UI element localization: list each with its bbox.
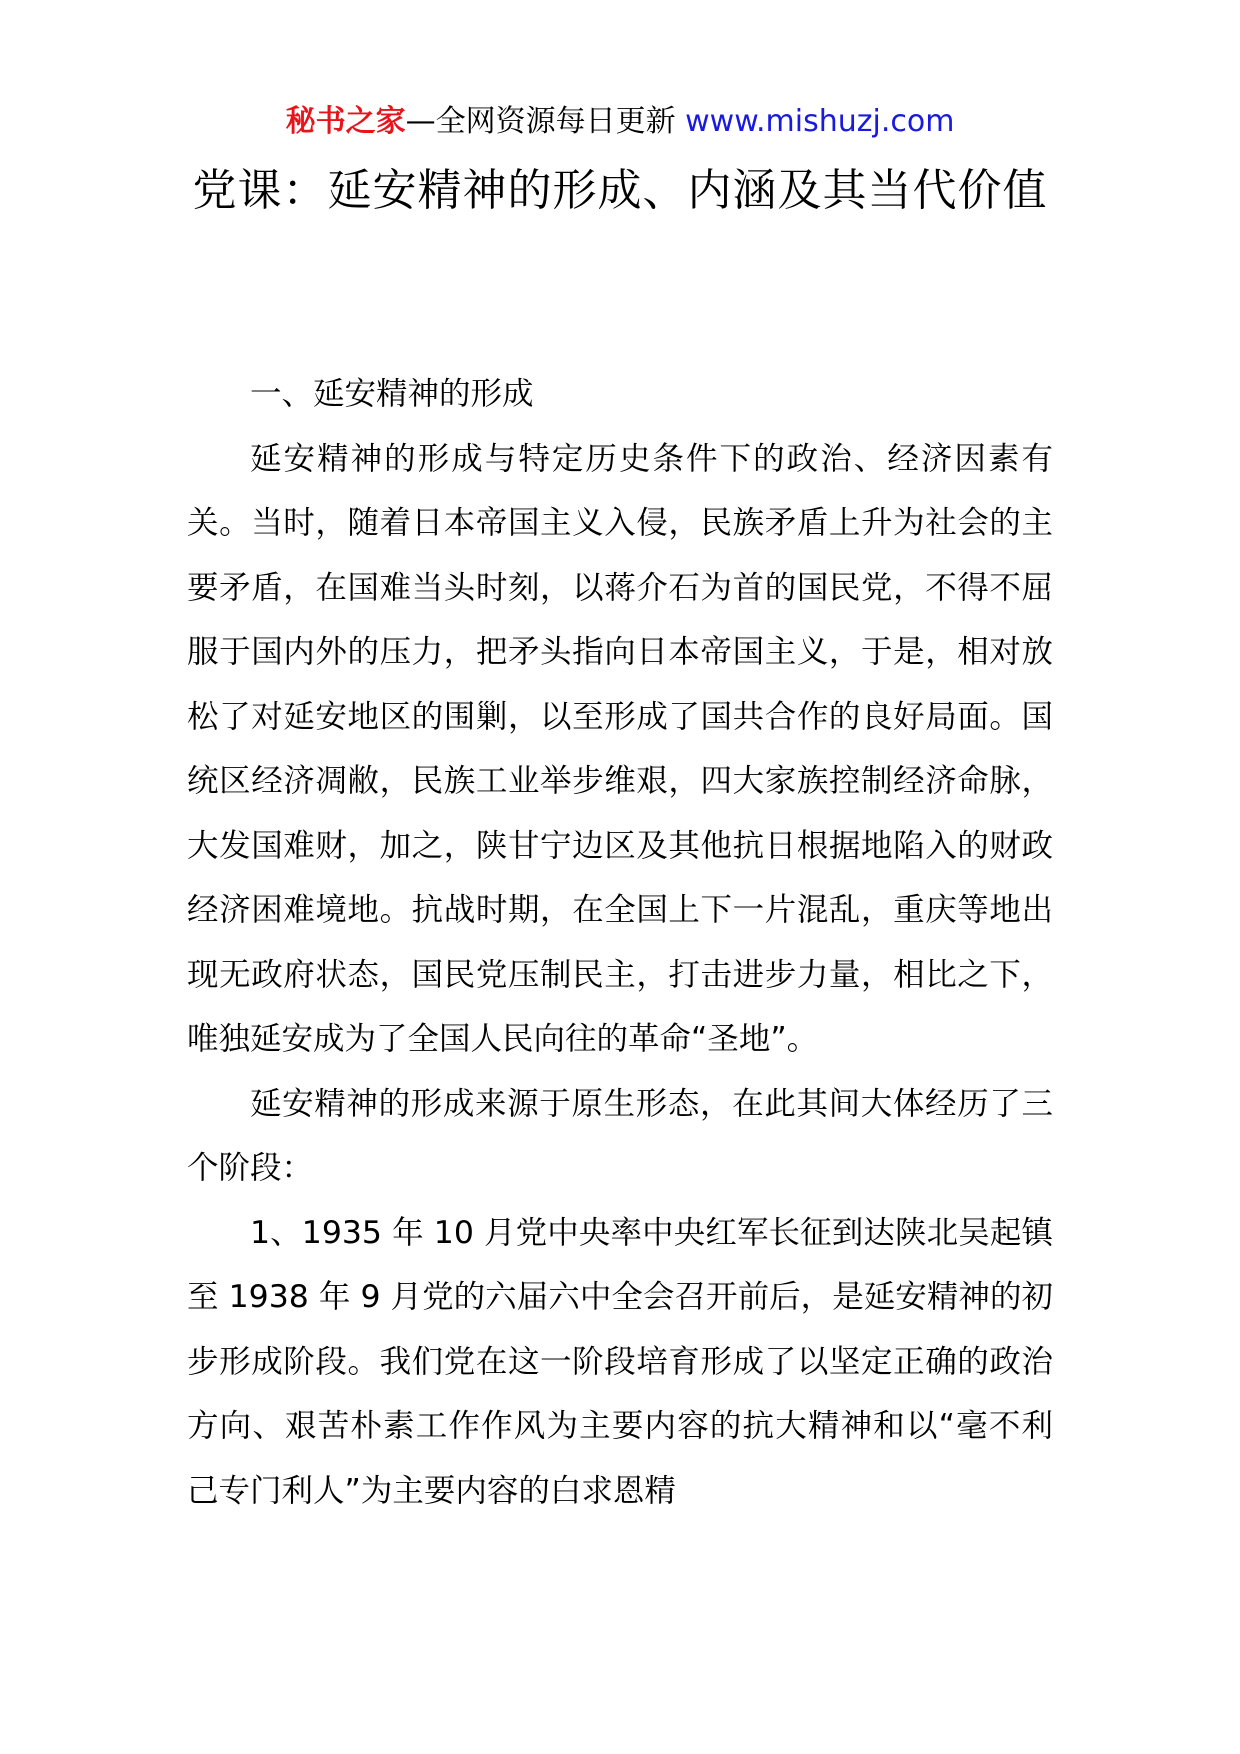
document-title: 党课：延安精神的形成、内涵及其当代价值: [192, 165, 1048, 216]
site-url-link[interactable]: www.mishuzj.com: [685, 104, 955, 139]
header-tagline: —全网资源每日更新: [405, 104, 686, 139]
section-heading: 一、延安精神的形成: [250, 376, 534, 412]
brand-name: 秘书之家: [285, 104, 406, 139]
site-header: [0, 100, 1240, 144]
paragraph: 延安精神的形成来源于原生形态，在此其间大体经历了三个阶段：: [187, 1085, 1053, 1186]
paragraph: 1、1935 年 10 月党中央率中央红军长征到达陕北吴起镇至 1938 年 9 月党的六届六中全会召开前后，是延安精神的初步形成阶段。我们党在这一阶段培育形成了以坚定正确的政治方向、艰苦朴素工作作风为主要内容的抗大精神和以“毫不利己专门利人”为主要内容的白求恩精: [187, 1214, 1053, 1509]
paragraph: 延安精神的形成与特定历史条件下的政治、经济因素有关。当时，随着日本帝国主义入侵，民族矛盾上升为社会的主要矛盾，在国难当头时刻，以蒋介石为首的国民党，不得不屈服于国内外的压力，把矛头指向日本帝国主义，于是，相对放松了对延安地区的围剿，以至形成了国共合作的良好局面。国统区经济凋敝，民族工业举步维艰，四大家族控制经济命脉，大发国难财，加之，陕甘宁边区及其他抗日根据地陷入的财政经济困难境地。抗战时期，在全国上下一片混乱，重庆等地出现无政府状态，国民党压制民主，打击进步力量，相比之下，唯独延安成为了全国人民向往的革命“圣地”。: [187, 440, 1053, 1057]
document-body: [187, 362, 1053, 1523]
